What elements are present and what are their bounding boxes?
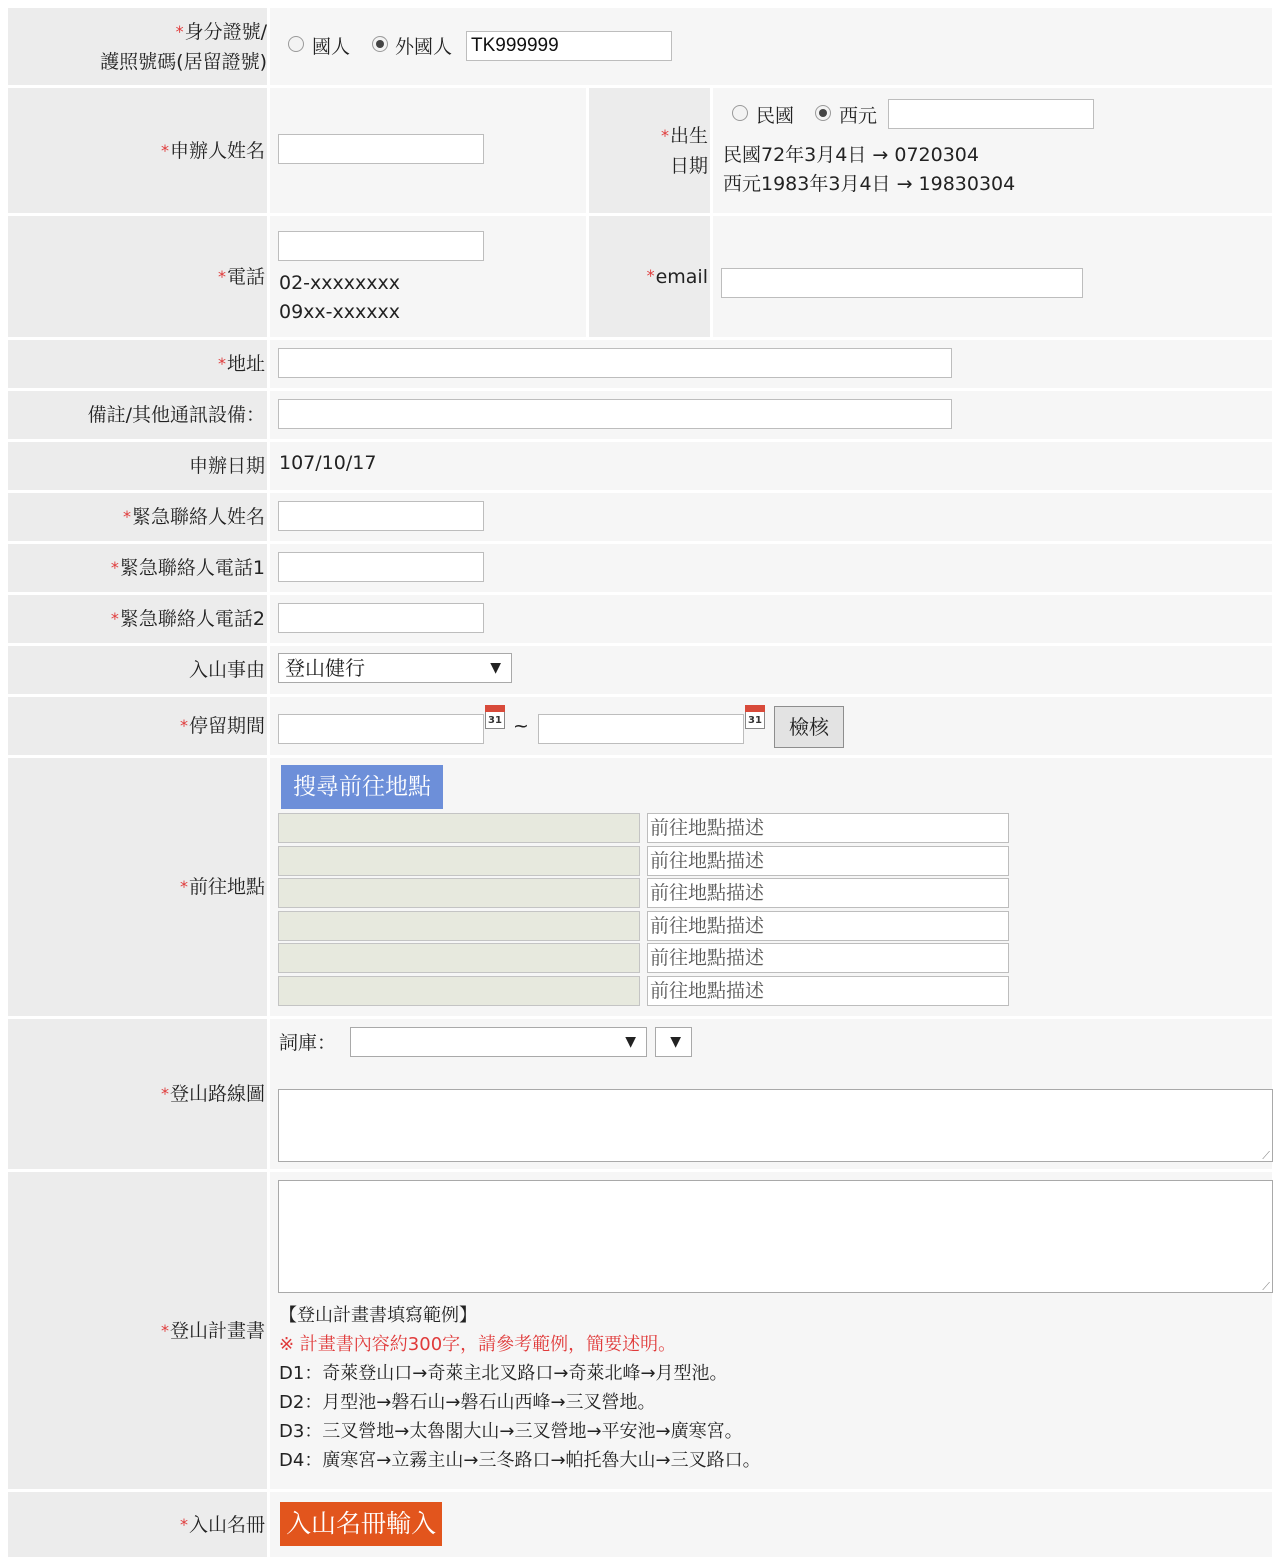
destination-desc-field[interactable]: 前往地點描述 [647,846,1009,876]
apply-date-value: 107/10/17 [279,452,377,474]
chevron-down-icon: ▼ [670,1034,681,1050]
emergency-phone2-label: *緊急聯絡人電話2 [8,595,267,643]
destination-desc-field[interactable]: 前往地點描述 [647,813,1009,843]
note-label: 備註/其他通訊設備： [8,391,267,439]
emergency-name-row [8,493,1272,541]
chevron-down-icon: ▼ [490,660,501,676]
note-input[interactable] [278,399,952,429]
plan-textarea[interactable] [278,1180,1273,1293]
route-textarea[interactable] [278,1089,1273,1162]
reason-label: 入山事由 [8,646,267,694]
lexicon-label: 詞庫： [279,1032,337,1054]
name-label: *申辦人姓名 [8,88,267,213]
stay-label: *停留期間 [8,697,267,755]
check-button[interactable]: 檢核 [774,706,844,748]
emergency-name-cell [270,493,1272,541]
note-row [8,391,1272,439]
apply-date-label: 申辦日期 [8,442,267,490]
emergency-phone1-cell [270,544,1272,592]
stay-end-input[interactable] [538,714,744,744]
plan-cell [270,1172,1272,1489]
radio-roc[interactable] [732,105,748,121]
id-value-cell [270,8,1272,85]
plan-example-line: D2：月型池→磐石山→磐石山西峰→三叉營地。 [279,1392,656,1413]
reason-cell [270,646,1272,694]
email-input[interactable] [721,268,1083,298]
radio-foreign[interactable] [372,36,388,52]
lexicon-subselect[interactable] [655,1027,692,1057]
address-value-cell [270,340,1272,388]
id-number-input[interactable]: TK999999 [466,31,672,61]
stay-cell [270,697,1272,755]
radio-ad-label: 西元 [839,105,878,127]
destination-name-field[interactable] [278,943,640,973]
emergency-name-input[interactable] [278,501,484,531]
emergency-phone2-input[interactable] [278,603,484,633]
stay-row [8,697,1272,755]
destination-name-field[interactable] [278,878,640,908]
email-label: *email [589,216,710,337]
id-label: *身分證號/ 護照號碼(居留證號) [8,8,267,85]
plan-example-title: 【登山計畫書填寫範例】 [279,1305,477,1326]
apply-date-row [8,442,1272,490]
plan-example-line: D1：奇萊登山口→奇萊主北叉路口→奇萊北峰→月型池。 [279,1363,728,1384]
plan-row [8,1172,1272,1489]
destination-desc-field[interactable]: 前往地點描述 [647,878,1009,908]
radio-roc-label: 民國 [756,105,795,127]
radio-local[interactable] [288,36,304,52]
destination-name-field[interactable] [278,813,640,843]
note-value-cell [270,391,1272,439]
plan-example-line: D3：三叉營地→太魯閣大山→三叉營地→平安池→廣寒宮。 [279,1421,743,1442]
emergency-phone2-row [8,595,1272,643]
destination-desc-field[interactable]: 前往地點描述 [647,911,1009,941]
roster-row [8,1492,1272,1557]
address-input[interactable] [278,348,952,378]
name-birth-row [8,88,1272,213]
emergency-name-label: *緊急聯絡人姓名 [8,493,267,541]
emergency-phone1-row [8,544,1272,592]
route-label: *登山路線圖 [8,1019,267,1169]
destination-desc-field[interactable]: 前往地點描述 [647,943,1009,973]
route-cell [270,1019,1272,1169]
birth-hint-ad: 西元1983年3月4日 → 19830304 [723,173,1016,195]
birth-label: *出生 日期 [589,88,710,213]
destination-name-field[interactable] [278,846,640,876]
calendar-icon[interactable]: 31 [485,705,505,729]
name-value-cell [270,88,586,213]
radio-ad[interactable] [815,105,831,121]
reason-select[interactable] [278,653,512,683]
emergency-phone1-label: *緊急聯絡人電話1 [8,544,267,592]
destination-cell [270,758,1272,1016]
stay-separator: ~ [513,715,529,737]
destination-name-field[interactable] [278,911,640,941]
apply-date-cell [270,442,1272,490]
phone-value-cell [270,216,586,337]
destination-label: *前往地點 [8,758,267,1016]
applicant-name-input[interactable] [278,134,484,164]
birth-hint-roc: 民國72年3月4日 → 0720304 [723,144,979,166]
email-value-cell [713,216,1272,337]
phone-hint-2: 09xx-xxxxxx [279,301,400,323]
stay-start-input[interactable] [278,714,484,744]
birth-date-input[interactable] [888,99,1094,129]
phone-email-row [8,216,1272,337]
id-row [8,8,1272,85]
emergency-phone2-cell [270,595,1272,643]
birth-value-cell [713,88,1272,213]
radio-local-label: 國人 [312,36,351,58]
address-label: *地址 [8,340,267,388]
phone-input[interactable] [278,231,484,261]
search-destination-button[interactable]: 搜尋前往地點 [281,765,443,809]
reason-selected-value: 登山健行 [285,656,365,680]
reason-row [8,646,1272,694]
phone-hint-1: 02-xxxxxxxx [279,272,400,294]
roster-cell [270,1492,1272,1557]
route-row [8,1019,1272,1169]
destination-row [8,758,1272,1016]
emergency-phone1-input[interactable] [278,552,484,582]
destination-desc-field[interactable]: 前往地點描述 [647,976,1009,1006]
plan-warning: ※ 計畫書內容約300字，請參考範例，簡要述明。 [279,1334,677,1355]
roster-input-button[interactable]: 入山名冊輸入 [280,1502,442,1546]
phone-label: *電話 [8,216,267,337]
radio-foreign-label: 外國人 [395,36,453,58]
lexicon-select[interactable] [350,1027,647,1057]
destination-name-field[interactable] [278,976,640,1006]
roster-label: *入山名冊 [8,1492,267,1557]
chevron-down-icon: ▼ [625,1034,636,1050]
address-row [8,340,1272,388]
calendar-icon[interactable]: 31 [745,705,765,729]
plan-label: *登山計畫書 [8,1172,267,1489]
plan-example-line: D4：廣寒宮→立霧主山→三冬路口→帕托魯大山→三叉路口。 [279,1450,761,1471]
